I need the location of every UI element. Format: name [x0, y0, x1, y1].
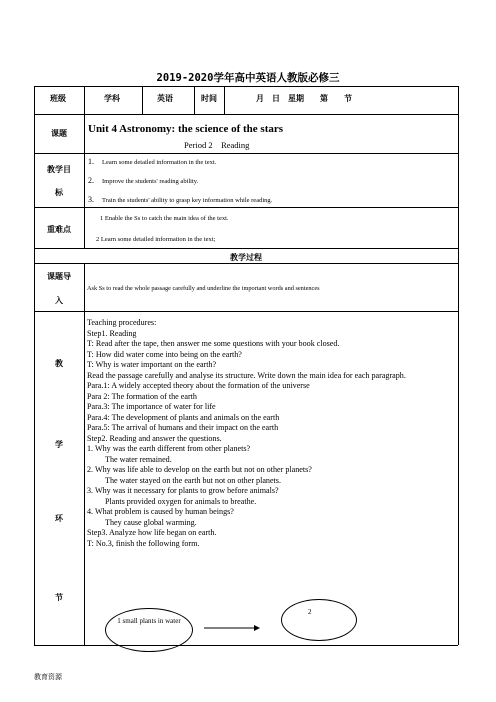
procedure-line: T: Why is water important on the earth? — [87, 360, 217, 369]
answer-line: The water remained. — [105, 454, 172, 464]
procedure-line: 3. Why was it necessary for plants to grow before animals? — [87, 486, 279, 495]
table-col-rule — [142, 86, 143, 114]
document-title: 2019-2020学年高中英语人教版必修三 — [156, 72, 340, 84]
procedure-line: Step1. Reading — [87, 328, 137, 338]
intro-text: Ask Ss to read the whole passage carefully and underline the important words and sentences — [87, 285, 320, 292]
procedure-line: Step2. Reading and answer the questions. — [87, 433, 222, 443]
table-rule — [34, 248, 458, 249]
diagram-bubble-text: 1 small plants in water — [117, 617, 181, 625]
topic-label: 课题 — [51, 129, 67, 138]
answer-line: The water stayed on the earth but not on other planets. — [105, 475, 281, 485]
diagram-bubble — [281, 599, 357, 641]
objective-item: 2. Improve the students' reading ability. — [88, 176, 199, 185]
answer-line: They cause global warming. — [105, 517, 197, 527]
period-title: Period 2 Reading — [184, 140, 250, 150]
diagram-bubble-text: 2 — [308, 608, 312, 616]
keypoint-item: 2 Learn some detailed information in the text; — [96, 236, 216, 243]
procedure-line: T: How did water come into being on the earth? — [87, 349, 242, 359]
objective-item: 1. Learn some detailed information in the text. — [88, 157, 217, 166]
section-label-char: 节 — [55, 593, 63, 602]
table-col-rule — [224, 86, 225, 114]
intro-label-line1: 课题导 — [47, 272, 71, 281]
keypoint-item: 1 Enable the Ss to catch the main idea of the text. — [100, 215, 229, 222]
footer-text: 教育资源 — [34, 673, 62, 681]
table-col-rule — [84, 86, 85, 248]
objectives-label-line1: 教学目 — [47, 165, 71, 174]
table-rule — [34, 114, 458, 115]
procedure-line: Read the passage carefully and analyse its structure. Write down the main idea for each paragraph. — [87, 370, 406, 380]
procedure-line: Step3. Analyze how life began on earth. — [87, 528, 217, 537]
table-rule — [34, 207, 458, 208]
procedure-line: Para 2: The formation of the earth — [87, 391, 197, 401]
time-label: 时间 — [201, 94, 217, 103]
procedure-line: T: No.3, finish the following form. — [87, 538, 200, 548]
procedure-line: 2. Why was life able to develop on the earth but not on other planets? — [87, 465, 312, 474]
table-rule — [34, 311, 458, 312]
procedure-line: 1. Why was the earth different from other planets? — [87, 444, 251, 453]
teaching-procedures — [87, 318, 453, 549]
keypoints-label: 重难点 — [47, 225, 71, 234]
diagram-arrow — [204, 624, 260, 632]
table-border-bottom — [34, 645, 458, 646]
table-border-top — [34, 86, 458, 87]
objective-item: 3. Train the students' ability to grasp key information while reading. — [88, 195, 273, 204]
intro-label-line2: 入 — [55, 296, 63, 305]
answer-line: Plants provided oxygen for animals to breathe. — [105, 496, 257, 506]
procedure-line: Para.1: A widely accepted theory about the formation of the universe — [87, 381, 310, 390]
table-rule — [34, 263, 458, 264]
diagram-bubble — [105, 608, 193, 652]
class-label: 班级 — [50, 94, 66, 103]
objectives-label-line2: 标 — [55, 188, 63, 197]
procedure-line: T: Read after the tape, then answer me some questions with your book closed. — [87, 339, 340, 348]
procedure-line: Para.5: The arrival of humans and their impact on the earth — [87, 423, 279, 432]
subject-label: 学科 — [104, 94, 120, 103]
unit-title: Unit 4 Astronomy: the science of the stars — [88, 123, 284, 135]
section-label-char: 环 — [55, 514, 63, 523]
procedure-line: Teaching procedures: — [87, 318, 157, 327]
table-border-right — [458, 86, 459, 645]
table-col-rule — [84, 263, 85, 645]
procedure-line: Para.3: The importance of water for life — [87, 402, 216, 411]
process-title: 教学过程 — [230, 253, 262, 262]
lesson-plan-table — [34, 86, 458, 645]
section-label-char: 学 — [55, 440, 63, 449]
section-label-char: 教 — [55, 359, 63, 368]
table-col-rule — [194, 86, 195, 114]
date-label: 月 日 星期 第 节 — [256, 94, 352, 103]
procedure-line: 4. What problem is caused by human beings? — [87, 507, 234, 516]
procedure-line: Para.4: The development of plants and animals on the earth — [87, 412, 280, 422]
table-rule — [34, 153, 458, 154]
subject-value: 英语 — [157, 94, 173, 103]
